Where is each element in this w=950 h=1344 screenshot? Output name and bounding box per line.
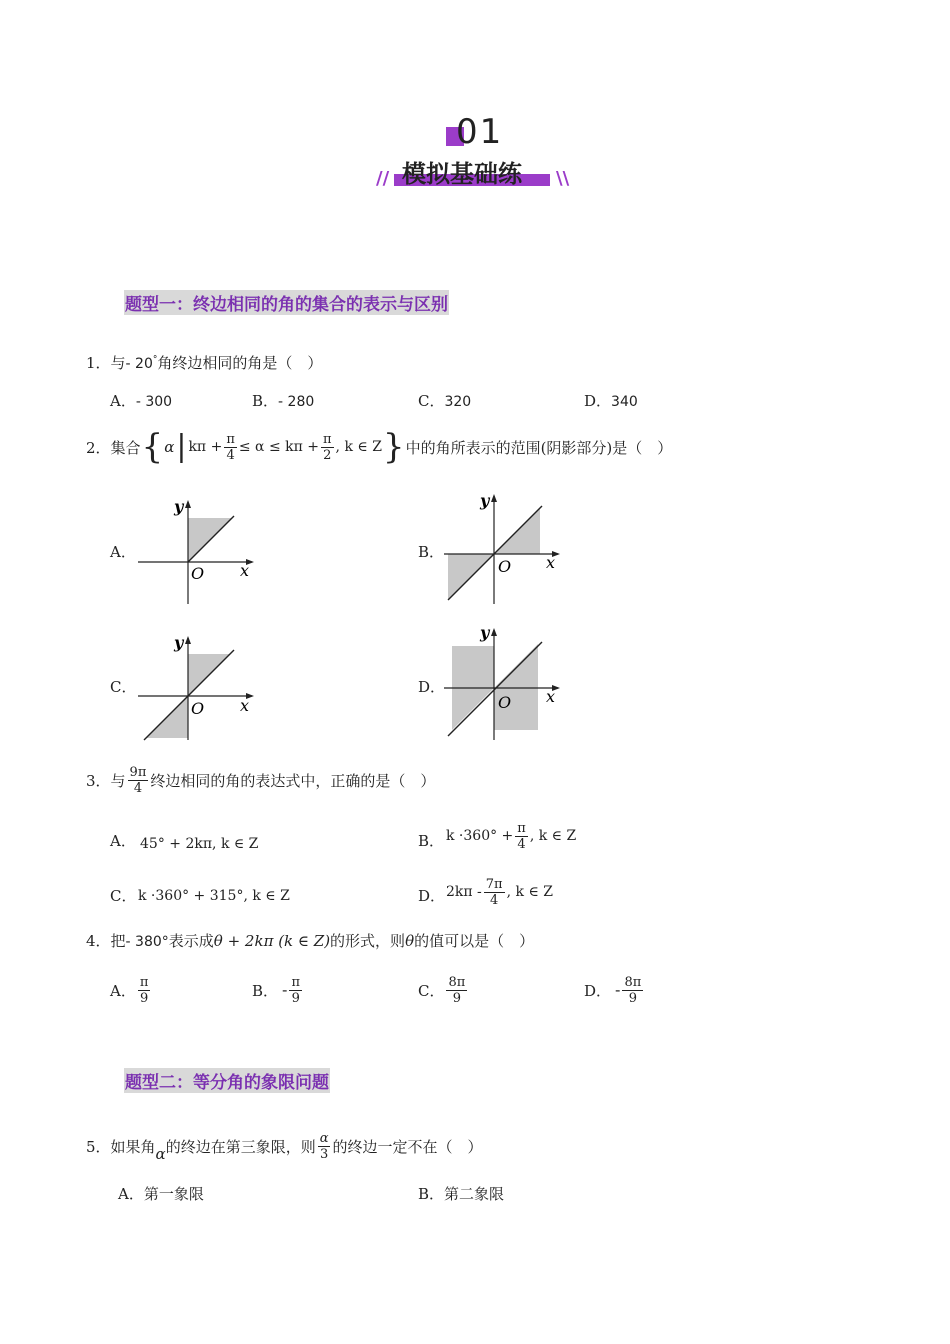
title-slash-right: \\ <box>556 168 570 189</box>
q2-option-c-diagram[interactable] <box>130 628 260 744</box>
q2-set-kz: , k ∈ Z <box>335 439 382 455</box>
axis-y-label: y <box>480 491 490 510</box>
q3-text-a: 3．与 <box>86 771 126 790</box>
axis-x-label: x <box>546 553 556 572</box>
section-heading-1: 题型一：终边相同的角的集合的表示与区别 <box>124 290 449 315</box>
q3-option-d-value: 2kπ - $\frac{7\pi}{4}$ , k ∈ Z <box>446 876 553 908</box>
origin-label: O <box>498 557 512 576</box>
q5-alpha: α <box>155 1145 166 1163</box>
q4-option-a[interactable]: A． $\frac{\pi}{9}$ <box>110 974 149 1006</box>
q2-set-le: ≤ α ≤ kπ + <box>238 439 319 455</box>
axis-y-label: y <box>174 633 184 652</box>
title-number: 01 <box>456 112 504 152</box>
q2-text-a: 2．集合 <box>86 438 141 457</box>
q1-option-a[interactable]: A．- 300 <box>110 392 173 410</box>
section-heading-2: 题型二：等分角的象限问题 <box>124 1068 330 1093</box>
q3-option-c-value: k ·360° + 315°, k ∈ Z <box>138 888 290 904</box>
q1-option-b[interactable]: B．- 280 <box>252 392 315 410</box>
q5-option-b[interactable]: B．第二象限 <box>418 1185 505 1203</box>
q1-option-d[interactable]: D．340 <box>584 392 638 410</box>
question-1-stem: 1．与- 20°角终边相同的角是（ ） <box>86 354 323 372</box>
axis-x-label: x <box>240 561 250 580</box>
q2-option-c-label[interactable]: C． <box>110 678 137 696</box>
title-slash-left: // <box>376 168 390 189</box>
q2-frac-pi-2: $\frac{\pi}{2}$ <box>323 431 332 463</box>
q4-angle: - 380° <box>125 934 169 950</box>
q4-expr: θ + 2kπ (k ∈ Z) <box>213 932 331 950</box>
q2-option-d-label[interactable]: D． <box>418 678 446 696</box>
question-3-stem <box>86 760 435 800</box>
q1-text-a: 1．与 <box>86 354 126 372</box>
q4-option-d[interactable]: D． - $\frac{8\pi}{9}$ <box>584 974 642 1006</box>
q2-option-b-label[interactable]: B． <box>418 543 445 561</box>
axis-x-label: x <box>546 687 556 706</box>
q4-option-c[interactable]: C． $\frac{8\pi}{9}$ <box>418 974 466 1006</box>
q3-option-c[interactable]: C． <box>110 887 137 905</box>
q3-option-b[interactable]: B． <box>418 832 445 850</box>
q1-option-c[interactable]: C．320 <box>418 392 472 410</box>
q3-option-d[interactable]: D． <box>418 887 446 905</box>
q3-option-a[interactable]: A． <box>110 832 136 850</box>
question-5-stem: 5．如果角 α 的终边在第三象限，则 $\frac{\alpha}{3}$ 的终边一定不在（ ） <box>86 1130 483 1163</box>
q1-angle: - 20 <box>125 356 153 372</box>
q3-frac: $\frac{9\pi}{4}$ <box>129 764 147 796</box>
q2-option-d-diagram[interactable] <box>438 622 568 744</box>
axis-y-label: y <box>480 623 490 642</box>
q2-option-a-label[interactable]: A． <box>110 543 136 561</box>
question-4-stem: 4．把- 380°表示成θ + 2kπ (k ∈ Z)的形式，则θ的值可以是（ ） <box>86 932 535 950</box>
page-title: 模拟基础练 <box>402 160 522 188</box>
q4-option-b[interactable]: B． - $\frac{\pi}{9}$ <box>252 974 300 1006</box>
q2-option-b-diagram[interactable] <box>438 488 568 608</box>
q2-text-b: 中的角所表示的范围(阴影部分)是（ ） <box>405 438 673 457</box>
question-2-stem: 2．集合 { α | kπ + $\frac{\pi}{4}$ ≤ α ≤ kπ + $\frac{\pi}{2}$ , k ∈ Z } 中的角所表示的范围(阴影部分)是（ ） <box>86 427 673 467</box>
origin-label: O <box>191 564 205 583</box>
q2-frac-pi-4: $\frac{\pi}{4}$ <box>226 431 235 463</box>
q2-option-a-diagram[interactable] <box>130 492 260 608</box>
axis-x-label: x <box>240 696 250 715</box>
q3-option-a-value: 45° + 2kπ, k ∈ Z <box>140 836 259 852</box>
q2-set-k1: kπ + <box>188 439 223 455</box>
q3-text-b: 终边相同的角的表达式中，正确的是（ ） <box>150 771 436 790</box>
origin-label: O <box>498 693 512 712</box>
shaded-region-right <box>494 644 538 730</box>
q3-option-b-value: k ·360° + $\frac{\pi}{4}$ , k ∈ Z <box>446 820 577 852</box>
q5-option-a[interactable]: A．第一象限 <box>118 1185 204 1203</box>
q1-text-b: 角终边相同的角是（ ） <box>157 354 323 372</box>
q2-set-alpha: α <box>164 438 175 456</box>
axis-y-label: y <box>174 497 184 516</box>
origin-label: O <box>191 699 205 718</box>
